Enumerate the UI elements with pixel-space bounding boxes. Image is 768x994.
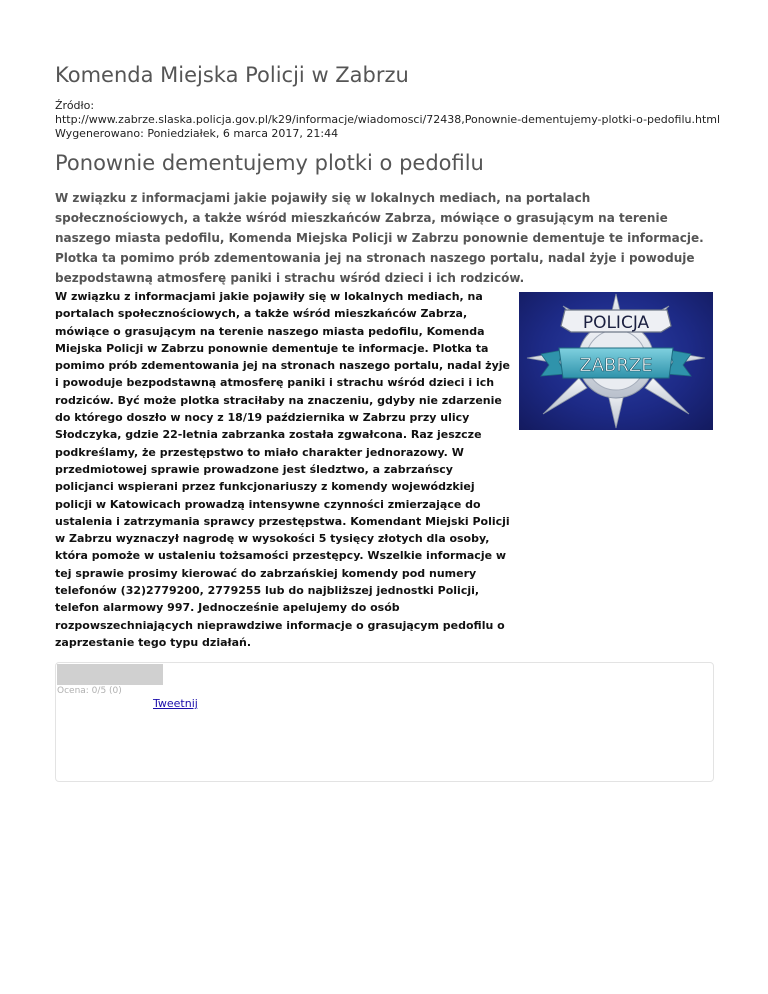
article-body: W związku z informacjami jakie pojawiły się w lokalnych mediach, na portalach społecznościowych, a także wśród mieszkańców Zabrza, mówiące o grasującym na terenie naszego miasta pedofilu, Komenda Miejska Policji w Zabrzu ponownie dementuje te informacje. Plotka ta pomimo prób zdementowania jej na stronach naszego portalu, nadal żyje i powoduje bezpodstawną atmosferę paniki i strachu wśród dzieci i ich rodziców. Być może plotka straciłaby na znaczeniu, gdyby nie zdarzenie do którego doszło w nocy z 18/19 października w Zabrzu przy ulicy Słodczyka, gdzie 22-letnia zabrzanka została zgwałcona. Raz jeszcze podkreślamy, że przestępstwo to miało charakter jednorazowy. W przedmiotowej sprawie prowadzone jest śledztwo, a zabrzańscy policjanci wspierani przez funkcjonariuszy z komendy wojewódzkiej policji w Katowicach prowadzą intensywne czynności zmierzające do ustalenia i zatrzymania sprawcy przestępstwa. Komendant Miejski Policji w Zabrzu wyznaczył nagrodę w wysokości 5 tysięcy złotych dla osoby, która pomoże w ustaleniu tożsamości przestępcy. Wszelkie informacje w tej sprawie prosimy kierować do zabrzańskiej komendy pod numery telefonów (32)2779200, 2779255 lub do najbliższej jednostki Policji, telefon alarmowy 997. Jednocześnie apelujemy do osób rozpowszechniających nieprawdziwe informacje o grasującym pedofilu o zaprzestanie tego typu działań. — [55, 290, 510, 649]
rating-panel — [55, 662, 714, 782]
rating-text: Ocena: 0/5 (0) — [57, 686, 122, 696]
rating-stars-widget[interactable] — [57, 664, 163, 685]
police-badge-icon — [519, 292, 713, 430]
article-photo — [519, 292, 713, 430]
generated-date: Wygenerowano: Poniedziałek, 6 marca 2017, 21:44 — [55, 127, 339, 140]
svg-text:ZABRZE: ZABRZE — [579, 355, 653, 376]
source-url: http://www.zabrze.slaska.policja.gov.pl/k29/informacje/wiadomosci/72438,Ponownie-dementujemy-plotki-o-pedofilu.html — [55, 113, 721, 126]
article-title: Ponownie dementujemy plotki o pedofilu — [55, 151, 484, 175]
site-title: Komenda Miejska Policji w Zabrzu — [55, 63, 409, 87]
article-lead: W związku z informacjami jakie pojawiły się w lokalnych mediach, na portalach społecznościowych, a także wśród mieszkańców Zabrza, mówiące o grasującym na terenie naszego miasta pedofilu, Komenda Miejska Policji w Zabrzu ponownie dementuje te informacje. Plotka ta pomimo prób zdementowania jej na stronach naszego portalu, nadal żyje i powoduje bezpodstawną atmosferę paniki i strachu wśród dzieci i ich rodziców. — [55, 191, 704, 285]
source-meta — [55, 99, 720, 141]
svg-text:POLICJA: POLICJA — [582, 313, 650, 333]
tweet-link[interactable]: Tweetnij — [153, 697, 198, 710]
source-label: Źródło: — [55, 99, 95, 112]
